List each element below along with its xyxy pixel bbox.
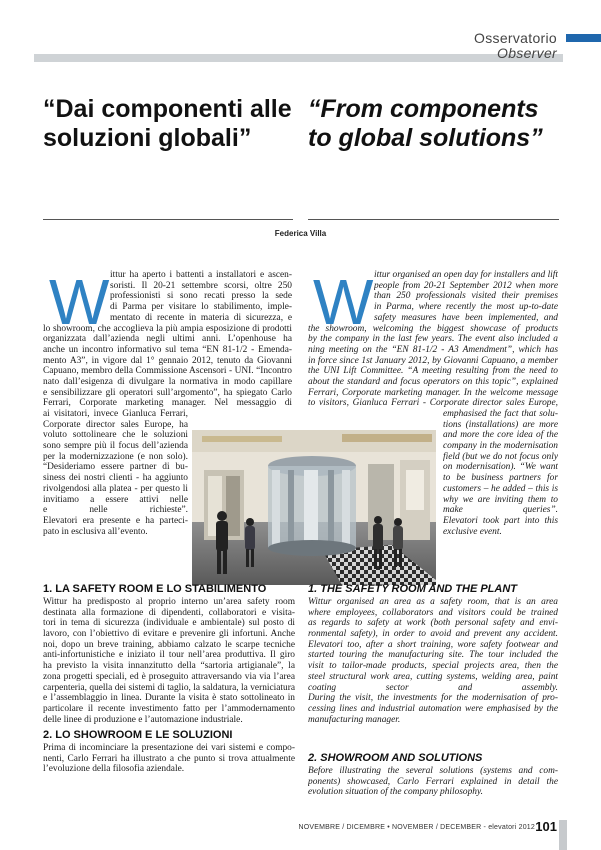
text-line: customers – he added – this is	[443, 483, 558, 494]
intro-en-wrapped	[374, 270, 558, 323]
text-line: rivolgendosi alla platea - per questo li	[43, 483, 188, 494]
text-line: voluto sottolineare che le soluzioni	[43, 430, 188, 441]
text-line: ponents) showcased, Carlo Ferrari explained in detail the	[308, 776, 558, 787]
text-line: e sensibilizzare gli operatori sull’argomento”, ha spiegato Carlo	[43, 387, 292, 398]
text-line: e l’assemblaggio in linea. Durante la visita è stato sottolineato in	[43, 693, 295, 704]
section-heading-en-1: 1. THE SAFETY ROOM AND THE PLANT	[308, 583, 518, 595]
intro-en-full	[308, 324, 558, 410]
text-line: coating sector and assembly.	[308, 682, 558, 693]
text-line: Before illustrating the several solutions (systems and com-	[308, 766, 558, 776]
text-line: why we are inviting them to	[443, 494, 558, 505]
text-line: people from 20-21 September 2012 when more	[374, 280, 558, 291]
text-line: nato dall’esigenza di divulgare la normativa in modo capillare	[43, 376, 292, 387]
text-line: noi, dopo un breve training, abbiamo calzato le scarpe tecniche	[43, 639, 295, 650]
text-line: delle linee di produzione e l’automazione industriale.	[43, 714, 243, 725]
text-line: Corporate director sales Europe, ha	[43, 419, 188, 430]
text-line: pato in esclusiva all’evento.	[43, 526, 148, 537]
text-line: ning meeting on the “EN 81-1/2 - A3 Amendment”, which has	[308, 344, 558, 355]
text-line: destinata alla formazione di dipendenti, collaboratori e visita-	[43, 607, 295, 618]
text-line: manufacturing manager.	[308, 714, 401, 725]
text-line: Wittur ha predisposto al proprio interno un’area safety room	[43, 597, 295, 607]
text-line: started touring the manufacturing site. The tour included the	[308, 650, 558, 661]
header-bar	[34, 54, 563, 62]
text-line: company in the modernisation	[443, 441, 558, 452]
dropcap-en: W	[313, 266, 374, 338]
text-line: “Desideriamo essere partner di bu-	[43, 462, 188, 473]
footer-bar	[559, 820, 567, 850]
text-line: per la modernizzazione (e non solo).	[43, 451, 188, 462]
text-line: ai visitatori, invece Gianluca Ferrari,	[43, 409, 188, 419]
text-line: Wittur organised an area as a safety room, that is an area	[308, 597, 558, 607]
footer-issue: NOVEMBRE / DICEMBRE • NOVEMBER / DECEMBER - elevatori 2012	[298, 824, 535, 831]
text-line: on modernisation). “We want	[443, 462, 558, 473]
text-line: evolution situation of the company philosophy.	[308, 787, 483, 798]
text-line: organizzata dall’azienda negli ultimi anni. L’openhouse ha	[43, 334, 292, 345]
text-line: lavoro, con l’obiettivo di evitare e prevenire gli infortuni. Anche	[43, 629, 295, 640]
section-text-it-2	[43, 743, 295, 775]
text-line: by the company in the last few years. The event also included a	[308, 334, 558, 345]
text-line: Ferrari, Corporate marketing manager. Nel messaggio di	[43, 398, 292, 409]
text-line: tori in tema di sicurezza (individuale e ambientale) sul posto di	[43, 618, 295, 629]
text-line: ha previsto la visita innanzitutto della “sartoria artigianale”, la	[43, 661, 295, 672]
text-line: than 250 professionals visited their premises	[374, 291, 558, 302]
text-line: ittur ha aperto i battenti a installatori e ascen-	[110, 270, 292, 280]
header-accent-bar	[566, 34, 601, 42]
intro-en-narrow	[443, 409, 558, 537]
text-line: the UNI Lift Committee. “A meeting resulting from the need to	[308, 366, 558, 377]
text-line: emphasised the fact that solu-	[443, 409, 558, 419]
text-line: cessing lines and industrial automation were emphasised by the	[308, 703, 558, 714]
text-line: the showroom, welcoming the biggest showcase of products	[308, 323, 558, 334]
section-heading-it-1: 1. LA SAFETY ROOM E LO STABILIMENTO	[43, 583, 267, 595]
text-line: ittur organised an open day for installers and lift	[374, 270, 558, 280]
text-line: safety measures have been implemented, and	[374, 312, 558, 323]
text-line: in force since 1st January 2012, by Giovanni Capuano, a member	[308, 355, 558, 366]
text-line: anti-infortunistiche e iniziato il tour nell’area produttiva. Il giro	[43, 650, 295, 661]
text-line: ronmental safety), in order to avoid and prevent any accident.	[308, 629, 558, 640]
intro-it-wrapped	[110, 270, 292, 323]
text-line: in Parma, where recently the most up-to-date	[374, 302, 558, 313]
text-line: where employees, collaborators and visitors could be trained	[308, 607, 558, 618]
title-rule-it	[43, 219, 293, 220]
text-line: make queries”.	[443, 505, 558, 516]
text-line: mento A3”, in vigore dal 1° gennaio 2012, tenuto da Giovanni	[43, 355, 292, 366]
section-heading-en-2: 2. SHOWROOM AND SOLUTIONS	[308, 752, 483, 764]
text-line: Capuano, membro della Commissione Ascensori - UNI. “Incontro	[43, 366, 292, 377]
text-line: steel structural work area, cutting systems, welding area, paint	[308, 671, 558, 682]
text-line: Elevatori took part into this	[443, 515, 558, 526]
section-label-it: Osservatorio	[474, 30, 557, 46]
text-line: tions (installations) are more	[443, 419, 558, 430]
text-line: field (but we do not focus only	[443, 451, 558, 462]
title-rule-en	[308, 219, 559, 220]
text-line: Prima di incominciare la presentazione dei vari sistemi e compo-	[43, 743, 295, 753]
section-label-en: Observer	[497, 45, 557, 61]
text-line: visit to tailor-made products, special projects area, then the	[308, 661, 558, 672]
text-line: lo showroom, che accoglieva la più ampia esposizione di prodotti	[43, 323, 292, 334]
text-line: carpenteria, quella dei sistemi di taglio, la saldatura, la verniciatura	[43, 682, 295, 693]
text-line: Elevatori too, after a short training, wore safety footwear and	[308, 639, 558, 650]
intro-it-narrow	[43, 409, 188, 537]
section-heading-it-2: 2. LO SHOWROOM E LE SOLUZIONI	[43, 729, 233, 741]
text-line: siness dei nostri clienti - ha aggiunto	[43, 473, 188, 484]
section-text-en-1	[308, 597, 558, 725]
author-byline: Federica Villa	[274, 229, 327, 238]
text-line: nenti, Carlo Ferrari ha illustrato a che punto si trova attualmente	[43, 753, 295, 764]
page-number: 101	[535, 819, 557, 834]
showroom-photo-illustration	[192, 430, 436, 585]
text-line: and more the core idea of the	[443, 430, 558, 441]
text-line: zona progetti speciali, ed è proseguito attraversando via via l’area	[43, 671, 295, 682]
text-line: l’evoluzione della filosofia aziendale.	[43, 764, 185, 775]
text-line: as regards to safety at work (both personal safety and envi-	[308, 618, 558, 629]
showroom-photo	[192, 430, 436, 585]
section-text-en-2	[308, 766, 558, 798]
text-line: professionisti si sono recati presso la sede	[110, 291, 292, 302]
text-line: to visitors, Gianluca Ferrari - Corporate director sales Europe,	[308, 398, 558, 409]
text-line: invitiamo a essere attivi nelle	[43, 494, 188, 505]
text-line: Elevatori era presente e ha parteci-	[43, 515, 188, 526]
text-line: Ferrari, Corporate marketing manager. In the welcome message	[308, 387, 558, 398]
text-line: particolare il recente investimento fatto per l’ammodernamento	[43, 703, 295, 714]
title-italian: “Dai componenti alle soluzioni globali”	[43, 95, 292, 152]
text-line: e nelle richieste”.	[43, 505, 188, 516]
intro-it-full	[43, 324, 292, 410]
dropcap-it: W	[49, 266, 110, 338]
text-line: During the visit, the investments for the modernisation of pro-	[308, 693, 558, 704]
text-line: anche un incontro informativo sul tema “EN 81-1/2 - Emenda-	[43, 344, 292, 355]
title-english: “From components to global solutions”	[308, 95, 543, 152]
text-line: exclusive event.	[443, 526, 502, 537]
text-line: about the standard and focus operators on this topic”, explained	[308, 376, 558, 387]
text-line: soristi. Il 20-21 settembre scorsi, oltre 250	[110, 280, 292, 291]
text-line: to be business partners for	[443, 473, 558, 484]
text-line: sono sempre più il focus dell’azienda	[43, 441, 188, 452]
text-line: di Parma per visitare lo stabilimento, imple-	[110, 302, 292, 313]
section-text-it-1	[43, 597, 295, 725]
text-line: mentato di recente in materia di sicurezza, e	[110, 312, 292, 323]
